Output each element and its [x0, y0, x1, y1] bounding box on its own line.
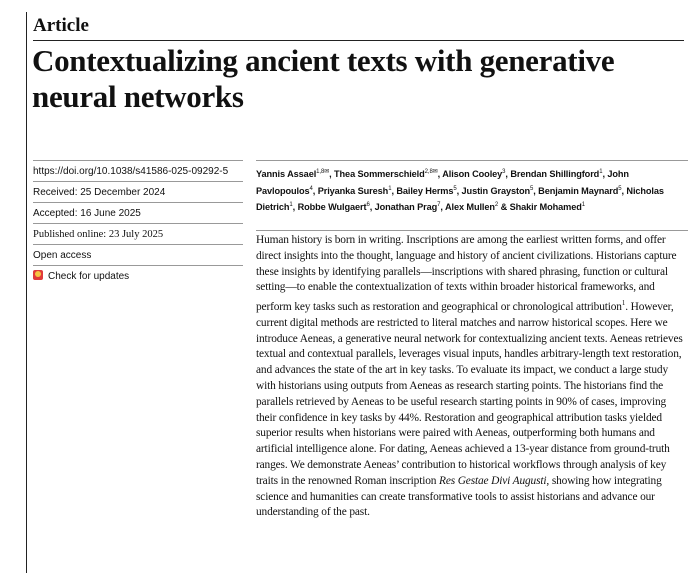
author-name[interactable]: Justin Grayston — [461, 185, 530, 196]
published-date: Published online: 23 July 2025 — [33, 223, 243, 244]
author-affiliation: 6 — [366, 202, 370, 209]
abstract-text-3: , showing how integrating science and humanities can create transformative tools to assist historians and advance our understanding of the past. — [256, 474, 662, 519]
author-separator: , — [312, 185, 318, 196]
inscription-name: Res Gestae Divi Augusti — [439, 474, 547, 487]
author-affiliation: 5 — [618, 185, 622, 192]
author-affiliation: 4 — [309, 185, 313, 192]
author-separator: , — [391, 185, 397, 196]
author-name[interactable]: Priyanka Suresh — [317, 185, 389, 196]
author-affiliation: 1 — [581, 202, 585, 209]
abstract — [256, 233, 688, 521]
author-name[interactable]: Jonathan Prag — [374, 202, 438, 213]
author-affiliation: 1 — [388, 185, 392, 192]
author-affiliation: 2,8✉ — [424, 169, 438, 175]
article-type-label: Article — [33, 15, 89, 36]
author-name[interactable]: John Pavlopoulos — [256, 169, 629, 196]
author-separator: , — [440, 202, 445, 213]
author-name[interactable]: Nicholas Dietrich — [256, 185, 664, 213]
author-separator: , — [369, 202, 375, 213]
received-date: Received: 25 December 2024 — [33, 181, 243, 202]
author-name[interactable]: Alison Cooley — [442, 169, 503, 180]
author-name[interactable]: Thea Sommerschield — [334, 169, 425, 180]
accepted-date: Accepted: 16 June 2025 — [33, 202, 243, 223]
abstract-text-1: Human history is born in writing. Inscriptions are among the earliest written forms, and offer direct insights into the thought, language and history of ancient civilizations. Historians capture these insights by identifying parallels—inscriptions with shared phrasing, function or cultural setting—to enable the contextualization of texts within broader historical frameworks, and perform key tasks such as restoration and geographical or chronological attribution — [256, 234, 677, 313]
abstract-text-2: . However, current digital methods are restricted to literal matches and narrow historical scopes. Here we introduce Aeneas, a generative neural network for contextualizing ancient texts. Aeneas retrieves textual and contextual parallels, leverages visual inputs, handles arbitrary-length text restoration, and advances the state of the art in key tasks. To evaluate its impact, we conduct a large study with historians using outputs from Aeneas as research starting points. The historians find the parallels retrieved by Aeneas to be useful research starting points in 90% of cases, improving their confidence in key tasks by 44%. Restoration and geographical attribution tasks yielded superior results when historians were paired with Aeneas, outperforming both humans and artificial intelligence alone. For dating, Aeneas achieved a 13-year distance from ground-truth ranges. We demonstrate Aeneas’ contribution to historical workflows through analysis of key traits in the renowned Roman inscription — [256, 300, 683, 487]
doi-link[interactable]: https://doi.org/10.1038/s41586-025-09292-5 — [33, 160, 243, 181]
author-name[interactable]: Alex Mullen — [444, 202, 495, 213]
author-affiliation: 1 — [599, 169, 603, 175]
author-affiliation: 5 — [530, 185, 534, 192]
author-name[interactable]: Brendan Shillingford — [510, 169, 600, 180]
left-margin-rule — [26, 12, 27, 573]
citation-ref[interactable]: 1 — [621, 299, 626, 308]
article-metadata — [33, 160, 243, 286]
author-affiliation: 2 — [494, 202, 499, 209]
check-for-updates-link[interactable] — [33, 265, 243, 286]
author-name[interactable]: Yannis Assael — [256, 169, 317, 180]
author-separator: , — [621, 185, 627, 196]
author-separator: , — [505, 169, 511, 180]
author-affiliation: 1,8✉ — [316, 169, 330, 175]
author-list — [256, 160, 688, 215]
author-separator: , — [602, 169, 608, 180]
author-name[interactable]: Benjamin Maynard — [538, 185, 619, 196]
author-separator: , — [292, 202, 298, 213]
author-separator: & — [498, 202, 510, 213]
author-name[interactable]: Robbe Wulgaert — [297, 202, 367, 213]
author-affiliation: 3 — [502, 169, 506, 175]
author-affiliation: 7 — [437, 202, 441, 209]
author-name[interactable]: Bailey Herms — [396, 185, 454, 196]
author-separator: , — [329, 169, 335, 180]
crossmark-icon — [33, 270, 43, 280]
author-affiliation: 1 — [289, 202, 293, 209]
abstract-divider — [256, 230, 688, 231]
author-separator: , — [437, 169, 443, 180]
author-name[interactable]: Shakir Mohamed — [509, 202, 582, 213]
author-separator: , — [533, 185, 539, 196]
author-affiliation: 5 — [453, 185, 457, 192]
article-title: Contextualizing ancient texts with generative neural networks — [32, 43, 615, 114]
header-divider — [33, 40, 684, 41]
author-separator: , — [456, 185, 462, 196]
open-access-badge: Open access — [33, 244, 243, 265]
check-for-updates-label: Check for updates — [48, 271, 130, 282]
